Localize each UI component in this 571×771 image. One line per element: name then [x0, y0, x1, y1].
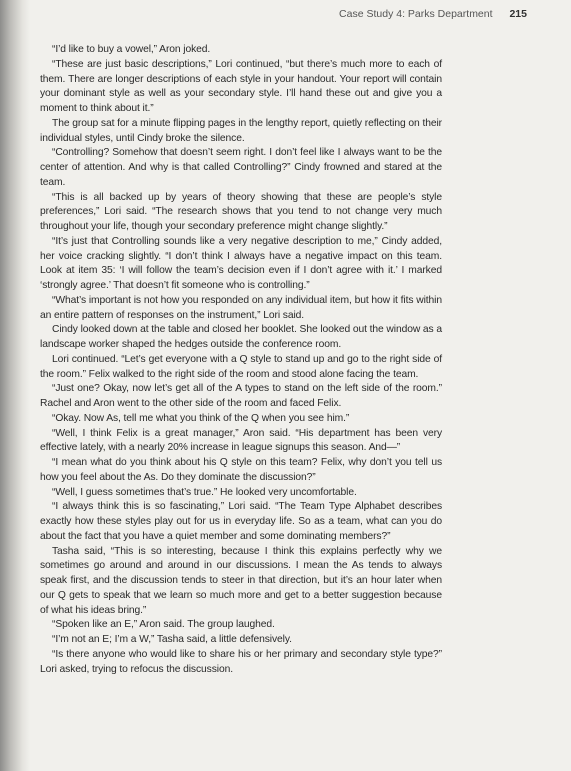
paragraph: “Well, I think Felix is a great manager,” Aron said. “His department has been very effective lately, with a nearly 20% increase in league signups this season. And—” — [40, 427, 442, 454]
body-text — [40, 43, 442, 677]
paragraph: The group sat for a minute flipping pages in the lengthy report, quietly reflecting on their individual styles, until Cindy broke the silence. — [40, 117, 442, 144]
paragraph: “Controlling? Somehow that doesn’t seem right. I don’t feel like I always want to be the center of attention. And why is that called Controlling?” Cindy frowned and stared at the team. — [40, 147, 442, 188]
paragraph: “Is there anyone who would like to share his or her primary and secondary style type?” Lori asked, trying to refocus the discussion. — [40, 648, 442, 675]
paragraph: “I’m not an E; I’m a W,” Tasha said, a little defensively. — [52, 634, 292, 645]
paragraph: “Spoken like an E,” Aron said. The group laughed. — [52, 619, 275, 631]
running-header — [339, 8, 527, 20]
paragraph: “I mean what do you think about his Q style on this team? Felix, why don’t you tell us how you feel about the As. Do they dominate the discussion?” — [40, 457, 442, 483]
paragraph: Lori continued. “Let’s get everyone with a Q style to stand up and go to the right side of the room.” Felix walked to the right side of the room and stood alone facing the team. — [40, 353, 442, 380]
page-number: 215 — [509, 8, 527, 20]
paragraph: “Okay. Now As, tell me what you think of the Q when you see him.” — [52, 412, 350, 424]
paragraph: “This is all backed up by years of theory showing that these are people’s style preferences,” Lori said. “The research shows that you tend to not change very much throughout your life, though your secondary preference might change slightly.” — [40, 191, 442, 232]
paragraph: Cindy looked down at the table and closed her booklet. She looked out the window as a landscape worker shaped the hedges outside the conference room. — [40, 324, 442, 350]
paragraph: “I’d like to buy a vowel,” Aron joked. — [52, 44, 211, 55]
paragraph: “Just one? Okay, now let’s get all of the A types to stand on the left side of the room.” Rachel and Aron went to the other side of the room and faced Felix. — [40, 383, 442, 409]
paragraph: “What’s important is not how you responded on any individual item, but how it fits within an entire pattern of responses on the instrument,” Lori said. — [40, 294, 442, 321]
paragraph: Tasha said, “This is so interesting, because I think this explains perfectly why we sometimes go around and around in our discussions. I mean the As tends to always speak first, and the discussion tends to steer in that direction, but it’s an hour later when our Q gets to speak that we learn so much more and get to a better suggestion because of what his ideas bring.” — [40, 545, 442, 616]
paragraph: “It’s just that Controlling sounds like a very negative description to me,” Cindy added, her voice cracking slightly. “I don’t think I always have a negative impact on this team. Look at item 35: ‘I will follow the team’s decision even if I don’t agree with it.’ I marked ‘strongly agree.’ That doesn’t fit someone who is controlling.” — [40, 235, 442, 291]
running-title: Case Study 4: Parks Department — [339, 8, 493, 20]
paragraph: “Well, I guess sometimes that’s true.” He looked very uncomfortable. — [52, 486, 357, 498]
paragraph: “I always think this is so fascinating,” Lori said. “The Team Type Alphabet describes exactly how these styles play out for us in everyday life. So as a team, what can you do about the fact that you have a quiet member and some dominating members?” — [40, 501, 442, 542]
paragraph: “These are just basic descriptions,” Lori continued, “but there’s much more to each of them. There are longer descriptions of each style in your handout. Your report will contain your dominant style as well as your secondary style. I’ll hand these out and give you a moment to think about it.” — [40, 58, 442, 114]
